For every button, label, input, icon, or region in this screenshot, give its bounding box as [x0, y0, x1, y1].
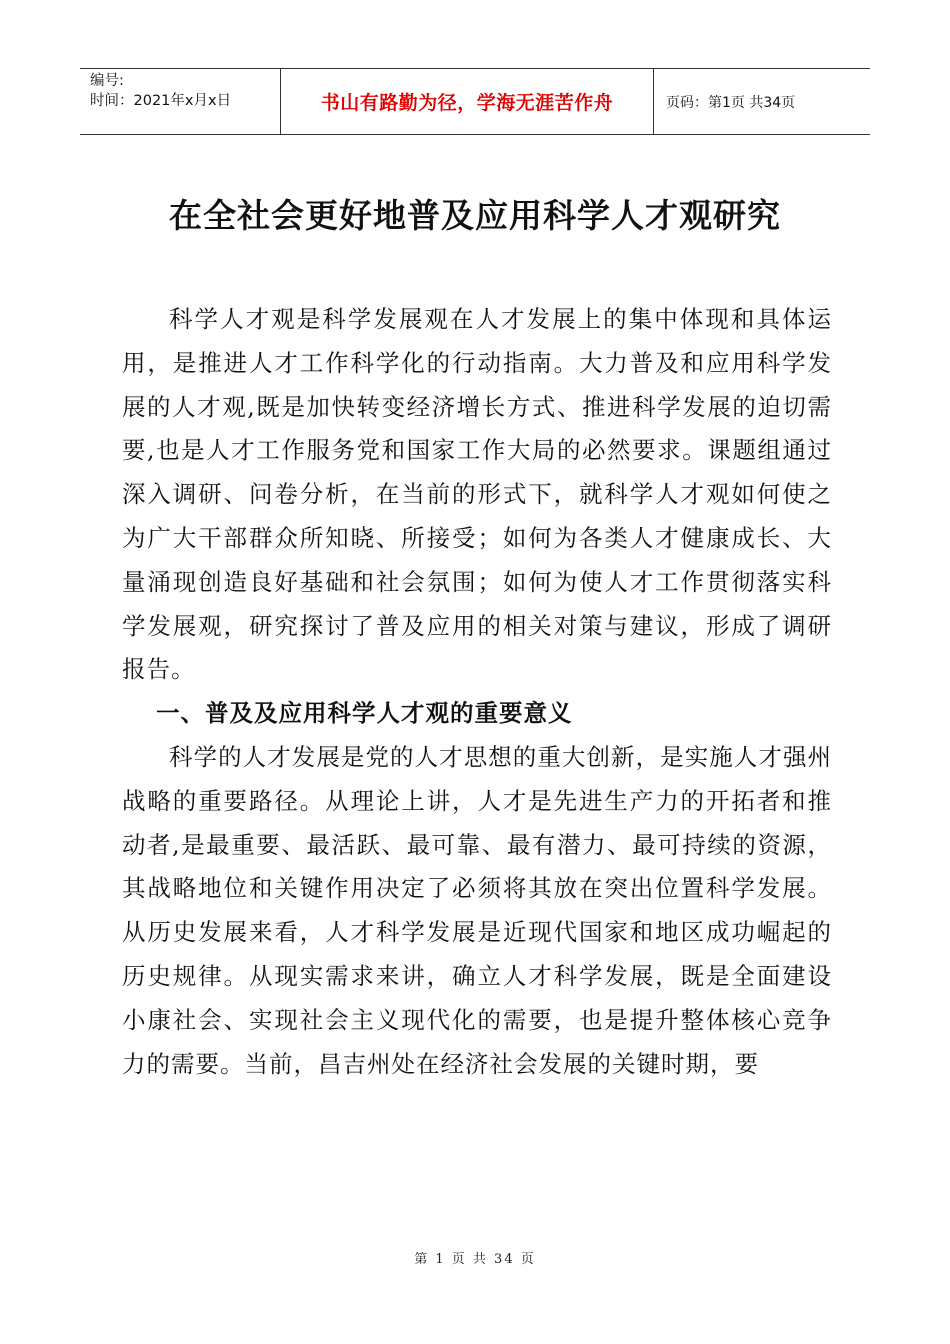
header-meta-cell — [80, 69, 281, 134]
section-heading: 一、普及及应用科学人才观的重要意义 — [156, 699, 573, 728]
header-motto: 书山有路勤为径，学海无涯苦作舟 — [281, 69, 654, 134]
document-number-label: 编号: — [90, 73, 124, 89]
header-page-info: 页码：第1页 共34页 — [666, 94, 796, 111]
document-header — [80, 68, 870, 135]
page-footer: 第 1 页 共 34 页 — [414, 1252, 536, 1267]
section-paragraph: 科学的人才发展是党的人才思想的重大创新，是实施人才强州战略的重要路径。从理论上讲，人才是先进生产力的开拓者和推动者,是最重要、最活跃、最可靠、最有潜力、最可持续的资源，其战略地位和关键作用决定了必须将其放在突出位置科学发展。从历史发展来看，人才科学发展是近现代国家和地区成功崛起的历史规律。从现实需求来讲，确立人才科学发展，既是全面建设小康社会、实现社会主义现代化的需要，也是提升整体核心竞争力的需要。当前，昌吉州处在经济社会发展的关键时期，要 — [122, 742, 832, 1078]
document-title: 在全社会更好地普及应用科学人才观研究 — [169, 196, 781, 235]
intro-paragraph: 科学人才观是科学发展观在人才发展上的集中体现和具体运用，是推进人才工作科学化的行动指南。大力普及和应用科学发展的人才观,既是加快转变经济增长方式、推进科学发展的迫切需要,也是人才工作服务党和国家工作大局的必然要求。课题组通过深入调研、问卷分析，在当前的形式下，就科学人才观如何使之为广大干部群众所知晓、所接受；如何为各类人才健康成长、大量涌现创造良好基础和社会氛围；如何为使人才工作贯彻落实科学发展观，研究探讨了普及应用的相关对策与建议，形成了调研报告。 — [122, 305, 832, 684]
document-body — [122, 298, 832, 1086]
document-date-label: 时间：2021年x月x日 — [90, 93, 232, 109]
